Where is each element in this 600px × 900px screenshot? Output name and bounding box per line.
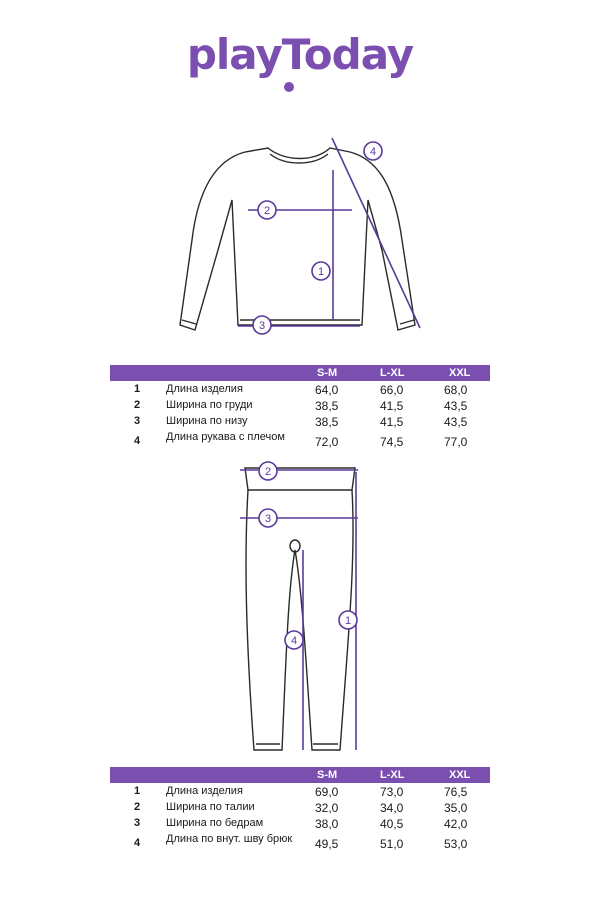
table-row [110,799,490,815]
size-value: 40,5 [380,817,404,831]
size-value: 51,0 [380,837,404,851]
measurement-label: Ширина по талии [166,801,255,813]
size-value: 43,5 [444,415,468,429]
table-row [110,831,490,859]
logo-dot [284,82,294,92]
size-value: 34,0 [380,801,404,815]
shirt-marker-4: 4 [369,146,377,158]
measurement-label: Длина рукава с плечом [166,431,285,443]
size-value: 53,0 [444,837,468,851]
row-number: 3 [134,817,141,829]
pants-marker-3: 3 [264,513,272,525]
size-value: 72,0 [315,435,339,449]
pants-marker-4: 4 [290,635,298,647]
pants-marker-2: 2 [264,466,272,478]
table-row [110,381,490,397]
size-value: 38,5 [315,399,339,413]
row-number: 2 [134,801,141,813]
table-header [110,365,490,381]
size-value: 49,5 [315,837,339,851]
row-number: 2 [134,399,141,411]
table-row [110,429,490,457]
size-value: 35,0 [444,801,468,815]
table-row [110,397,490,413]
header-xxl: XXL [449,769,471,781]
row-number: 4 [134,435,141,447]
size-value: 41,5 [380,415,404,429]
measurement-label: Длина изделия [166,785,243,797]
header-s-m: S-M [317,769,338,781]
size-value: 76,5 [444,785,468,799]
size-value: 77,0 [444,435,468,449]
size-value: 38,0 [315,817,339,831]
measurement-label: Ширина по бедрам [166,817,264,829]
size-value: 69,0 [315,785,339,799]
size-value: 64,0 [315,383,339,397]
header-s-m: S-M [317,367,338,379]
measurement-label: Ширина по груди [166,399,253,411]
shirt-marker-1: 1 [317,266,325,278]
size-value: 38,5 [315,415,339,429]
row-number: 4 [134,837,141,849]
header-l-xl: L-XL [380,367,405,379]
size-value: 66,0 [380,383,404,397]
row-number: 1 [134,785,141,797]
size-value: 73,0 [380,785,404,799]
size-value: 41,5 [380,399,404,413]
brand-logo: playToday [186,30,414,79]
header-l-xl: L-XL [380,769,405,781]
shirt-size-table [110,365,490,457]
header-xxl: XXL [449,367,471,379]
shirt-marker-3: 3 [258,320,266,332]
shirt-drawing [0,130,600,340]
size-value: 68,0 [444,383,468,397]
pants-marker-1: 1 [344,615,352,627]
size-value: 32,0 [315,801,339,815]
table-row [110,815,490,831]
shirt-marker-2: 2 [263,205,271,217]
table-row [110,783,490,799]
table-row [110,413,490,429]
measurement-label: Длина по внут. шву брюк [166,833,293,845]
measurement-label: Длина изделия [166,383,243,395]
pants-drawing [0,460,600,760]
row-number: 3 [134,415,141,427]
row-number: 1 [134,383,141,395]
table-header [110,767,490,783]
size-value: 42,0 [444,817,468,831]
pants-size-table [110,767,490,859]
size-value: 43,5 [444,399,468,413]
measurement-label: Ширина по низу [166,415,248,427]
size-value: 74,5 [380,435,404,449]
